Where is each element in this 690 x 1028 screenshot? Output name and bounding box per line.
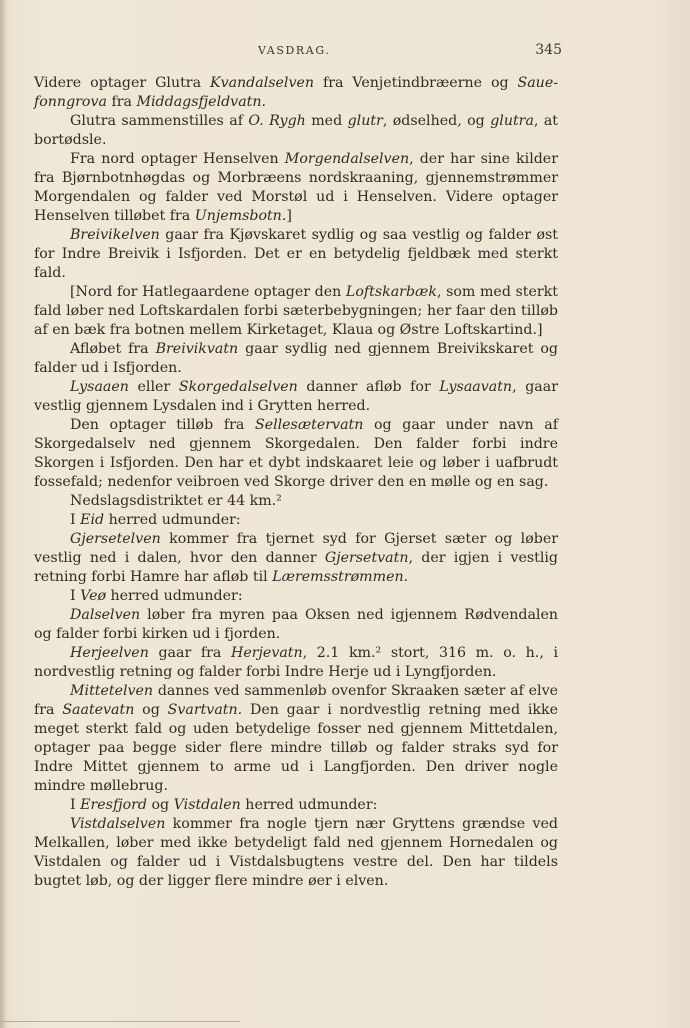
text-run: Den gaar i nordvestlig retning med ikke meget sterkt fald og uden betydelige fosser ned gjennem Mittetdalen, optager paa begge sider flere mindre tilløb og falder straks syd for Indre Mittet gjennem to arme ud i Langfjorden. Den driver nogle mindre møllebrug.: [34, 702, 558, 794]
italic-term: Eresfjord: [80, 797, 147, 813]
text-run: herred udmunder:: [104, 512, 241, 528]
running-title: VASDRAG.: [258, 44, 331, 57]
paragraph: [34, 74, 558, 112]
paragraph: [34, 150, 558, 226]
text-run: Afløbet fra: [70, 341, 156, 357]
text-run: gaar fra Kjøvskaret sydlig og saa vestlig og falder øst for Indre Breivik i Isfjorden. Det er en betydelig fjeldbæk med sterkt fald.: [34, 227, 558, 281]
paragraph: [34, 416, 558, 492]
italic-term: Lysaavatn: [439, 379, 513, 395]
italic-term: glutr: [347, 113, 383, 129]
paragraph: [34, 530, 558, 587]
page-binding-edge: [0, 0, 6, 1028]
paragraph: [34, 587, 558, 606]
paragraph: [34, 226, 558, 283]
paragraph: [34, 644, 558, 682]
text-run: kommer fra tjernet syd for Gjerset sæter og løber vestlig ned i dalen, hvor den danner: [34, 531, 558, 566]
italic-term: Vistdalen: [173, 797, 241, 813]
text-run: [Nord for Hatlegaardene optager den: [70, 284, 346, 300]
paragraph: [34, 283, 558, 340]
text-run: og gaar under navn af Skorgedalselv ned gjennem Skorgedalen. Den falder forbi indre Skorgen i Isfjorden. Den har et dybt indskaaret leie og løber i uafbrudt fossefald; nedenfor veibroen ved Skorge driver den en mølle og en sag.: [34, 417, 558, 490]
paragraph: [34, 378, 558, 416]
text-run: og: [147, 797, 174, 813]
italic-term: Breivikelven: [70, 227, 160, 243]
text-run: , at bortødsle.: [34, 113, 558, 148]
text-run: , ødselhed, og: [382, 113, 491, 129]
paragraph: [34, 112, 558, 150]
paragraph: [34, 815, 558, 891]
paragraph: [34, 682, 558, 796]
text-run: herred udmunder:: [106, 588, 243, 604]
italic-term: Vistdalselven: [70, 816, 166, 832]
text-run: fra: [106, 94, 137, 110]
text-run: I: [70, 512, 81, 528]
text-run: , som med sterkt fald løber ned Loftskardalen forbi sæterbebygningen; her faar den tilløb af en bæk fra botnen mellem Kirketaget, Klaua og Østre Loftskartind.]: [34, 284, 558, 338]
paragraph: [34, 606, 558, 644]
italic-term: Kvandalselven: [209, 75, 315, 91]
italic-term: Skorgedalselven: [178, 379, 298, 395]
italic-term: Middagsfjeldvatn.: [136, 94, 267, 110]
italic-term: Gjersetvatn: [324, 550, 409, 566]
italic-term: Veø: [80, 588, 107, 604]
italic-term: Eid: [80, 512, 105, 528]
text-run: Fra nord optager Henselven: [70, 151, 285, 167]
text-run: med: [305, 113, 348, 129]
italic-term: glutra: [490, 113, 534, 129]
text-run: gaar fra: [148, 645, 231, 661]
bottom-rule: [0, 1021, 240, 1022]
italic-term: Unjemsbotn.: [194, 208, 287, 224]
paragraph: [34, 492, 558, 511]
italic-term: Lysaaen: [70, 379, 129, 395]
italic-term: Mittetelven: [70, 683, 154, 699]
page-number: 345: [535, 42, 562, 58]
italic-term: Læremsstrømmen.: [272, 569, 409, 585]
italic-term: Herjeelven: [70, 645, 149, 661]
text-run: eller: [128, 379, 179, 395]
body-text: [34, 74, 558, 891]
text-run: Videre optager Glutra: [34, 75, 210, 91]
text-run: kommer fra nogle tjern nær Gryttens grændse ved Melkallen, løber med ikke betydeligt fald ned gjennem Hornedalen og Vistdalen og falder ud i Vistdalsbugtens vestre del. Den har tildels bugtet løb, og der ligger flere mindre øer i elven.: [34, 816, 558, 889]
text-run: og: [134, 702, 168, 718]
paragraph: [34, 511, 558, 530]
text-run: Nedslagsdistriktet er 44 km.²: [70, 493, 282, 509]
italic-term: Morgendalselven: [284, 151, 410, 167]
text-run: løber fra myren paa Oksen ned igjennem Rødvendalen og falder forbi kirken ud i fjorden.: [34, 607, 558, 642]
text-run: , der har sine kilder fra Bjørnbotnhøgdas og Morbræens nordskraaning, gjennemstrømmer Morgendalen og falder ved Morstøl ud i Henselven. Videre optager Henselven tilløbet fra: [34, 151, 558, 224]
text-run: gaar sydlig ned gjennem Breivikskaret og falder ud i Isfjorden.: [34, 341, 558, 376]
italic-term: Saatevatn: [62, 702, 135, 718]
text-run: danner afløb for: [297, 379, 440, 395]
italic-term: O. Rygh: [248, 113, 306, 129]
text-run: ]: [286, 208, 292, 224]
paragraph: [34, 796, 558, 815]
italic-term: Svartvatn.: [167, 702, 243, 718]
text-run: I: [70, 588, 81, 604]
text-run: , gaar vestlig gjennem Lysdalen ind i Grytten herred.: [34, 379, 558, 414]
italic-term: Saue-fonngrova: [34, 75, 559, 110]
page-header: [0, 44, 690, 64]
italic-term: Herjevatn: [230, 645, 303, 661]
text-run: fra Venjetindbræerne og: [314, 75, 518, 91]
italic-term: Breivikvatn: [155, 341, 239, 357]
text-run: Glutra sammenstilles af: [70, 113, 249, 129]
text-run: , 2.1 km.² stort, 316 m. o. h., i nordvestlig retning og falder forbi Indre Herje ud i Lyngfjorden.: [34, 645, 558, 680]
italic-term: Sellesætervatn: [254, 417, 364, 433]
paragraph: [34, 340, 558, 378]
italic-term: Gjersetelven: [70, 531, 161, 547]
italic-term: Dalselven: [70, 607, 141, 623]
italic-term: Loftskarbæk: [345, 284, 437, 300]
text-run: dannes ved sammenløb ovenfor Skraaken sæter af elve fra: [34, 683, 558, 718]
text-run: I: [70, 797, 81, 813]
text-run: herred udmunder:: [240, 797, 378, 813]
text-run: , der igjen i vestlig retning forbi Hamre har afløb til: [34, 550, 558, 585]
text-run: Den optager tilløb fra: [70, 417, 255, 433]
